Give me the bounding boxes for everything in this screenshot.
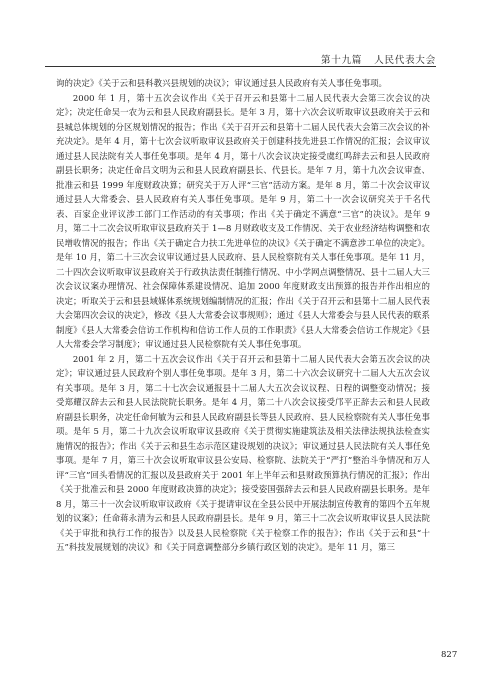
- paragraph: 2000 年 1 月，第十五次会议作出《关于召开云和县第十二届人民代表大会第三次会议的决定》；决定任命吴一农为云和县人民政府副县长。是年 3 月，第十六次会议听取审议县政府关于云和县城总体规划的分区规划情况的报告；作出《关于召开云和县第十二届人民代表大会第三次会议的补充决定》。是年 4 月，第十七次会议听取审议县政府关于创建科技先进县工作情况的汇报；会议审议通过县人民法院有关人事任免事项。是年 4 月，第十八次会议决定接受虞红鸣辞去云和县人民政府副县长职务；决定任命吕文明为云和县人民政府副县长、代县长。是年 7 月，第十九次会议审查、批准云和县 1999 年度财政决算；研究关于万人评“三官”活动方案。是年 8 月，第二十次会议审议通过县人大常委会、县人民政府有关人事任免事项。是年 9 月，第二十一次会议研究关于千名代表、百家企业评议涉工部门工作活动的有关事项；作出《关于确定不满意“三官”的决议》。是年 9 月，第二十二次会议听取审议县政府关于 1—8 月财政收支及工作情况、关于农业经济结构调整和农民增收情况的报告；作出《关于确定合力扶工先进单位的决议》《关于确定不满意涉工单位的决定》。是年 10 月，第二十三次会议审议通过县人民政府、县人民检察院有关人事任免事项。是年 11 月，二十四次会议听取审议县政府关于行政执法责任制推行情况、中小学网点调整情况、县十二届人大三次会议议案办理情况、社会保障体系建设情况、追加 2000 年度财政支出预算的报告并作出相应的决定；听取关于云和县县域媒体系统规划编制情况的汇报；作出《关于召开云和县第十二届人民代表大会第四次会议的决定》，修改《县人大常委会议事规则》；通过《县人大常委会与县人民代表的联系制度》《县人大常委会信访工作机构和信访工作人员的工作职责》《县人大常委会信访工作规定》《县人大常委会学习制度》；审议通过县人民检察院有关人事任免事项。: [56, 92, 430, 349]
- body-text: [56, 76, 430, 555]
- paragraph: 2001 年 2 月，第二十五次会议作出《关于召开云和县第十二届人民代表大会第五次会议的决定》；审议通过县人民政府个别人事任免事项。是年 3 月，第二十六次会议研究十二届人大五次会议有关事项。是年 3 月，第二十七次会议通报县十二届人大五次会议议程、日程的调整变动情况；接受郑耀汉辞去云和县人民法院院长职务。是年 4 月，第二十八次会议接受邝平正辞去云和县人民政府副县长职务，决定任命何敏为云和县人民政府副县长等县人民政府、县人民检察院有关人事任免事项。是年 5 月，第二十九次会议听取审议县政府《关于贯彻实施建筑法及相关法律法规执法检查实施情况的报告》；作出《关于云和县生态示范区建设规划的决议》；审议通过县人民法院有关人事任免事项。是年 7 月，第三十次会议听取审议县公安局、检察院、法院关于“严打”整治斗争情况和万人评“三官”回头看情况的汇报以及县政府关于 2001 年上半年云和县财政预算执行情况的汇报》；作出《关于批准云和县 2000 年度财政决算的决定》；接受姿国强辞去云和县人民政府副县长职务。是年 8 月，第三十一次会议听取审议政府《关于提请审议在全县公民中开展法制宣传教育的第四个五年规划的议案》；任命蒋永清为云和县人民政府副县长。是年 9 月，第三十二次会议听取审议县人民法院《关于审批和执行工作的报告》以及县人民检察院《关于检察工作的报告》；作出《关于云和县“十五”科技发展规划的决议》和《关于同意调整部分乡镇行政区划的决定》。是年 11 月，第三: [56, 353, 430, 552]
- running-header: [45, 52, 436, 66]
- header-title: 人民代表大会: [374, 55, 436, 66]
- page-number: 827: [441, 650, 458, 660]
- header-rule: [45, 66, 436, 67]
- paragraph: 询的决定》《关于云和县科教兴县规划的决议》；审议通过县人民政府有关人事任免事项。: [56, 78, 388, 88]
- header-chapter: 第十九篇: [320, 55, 363, 66]
